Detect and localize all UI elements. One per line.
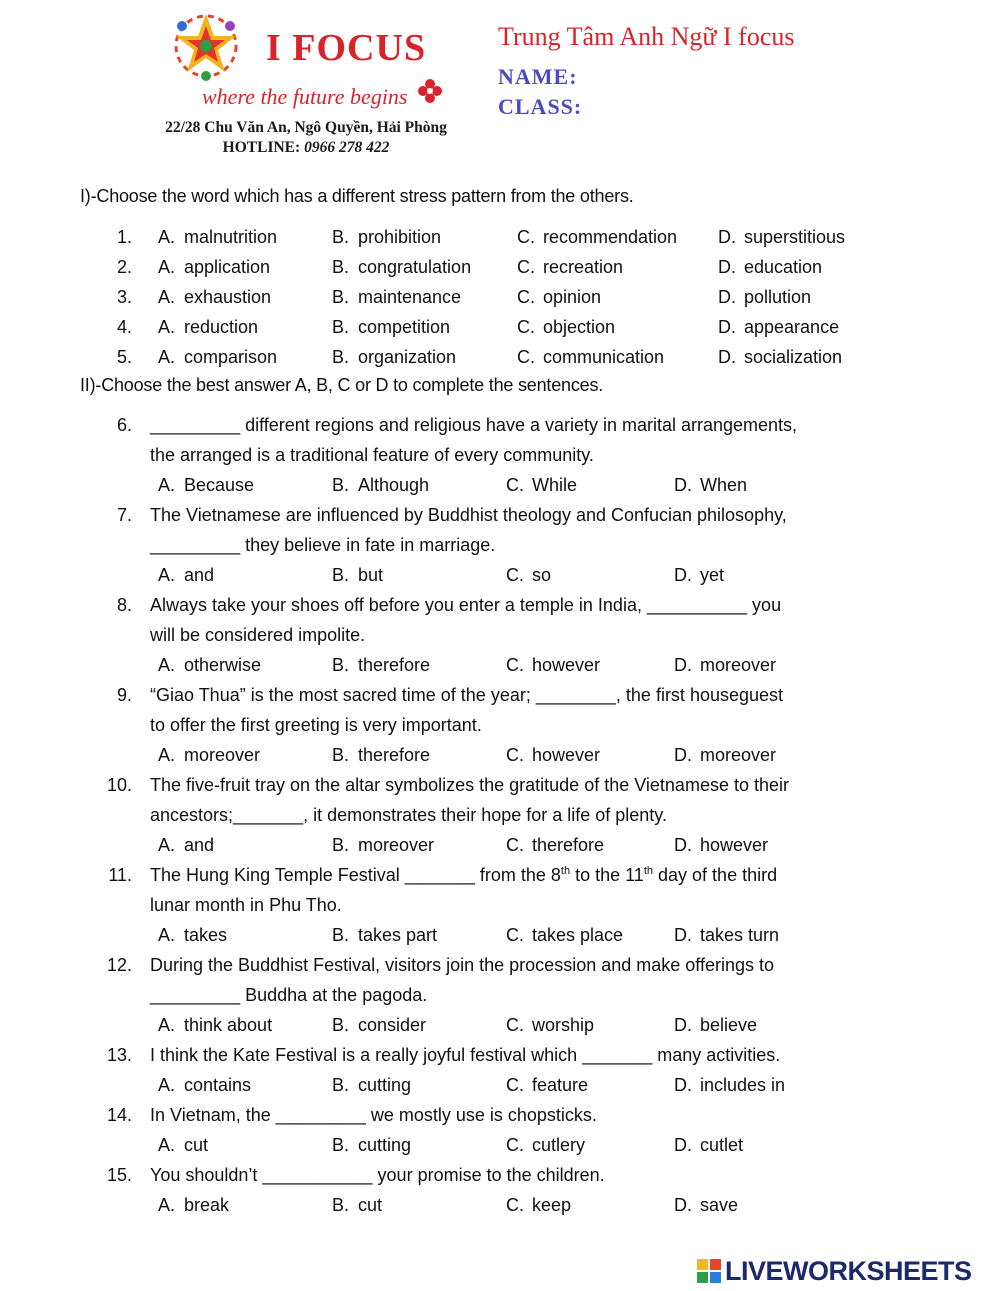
answer-option[interactable] bbox=[674, 1190, 738, 1220]
answer-option[interactable] bbox=[506, 1130, 585, 1160]
answer-option[interactable] bbox=[517, 222, 677, 252]
option-letter: A. bbox=[158, 287, 176, 307]
option-letter: A. bbox=[158, 835, 176, 855]
answer-option[interactable] bbox=[506, 650, 600, 680]
question-number: 4. bbox=[116, 317, 132, 337]
option-letter: B. bbox=[332, 655, 350, 675]
option-letter: D. bbox=[674, 835, 692, 855]
question-text-line: _________ different regions and religious have a variety in marital arrangements, bbox=[150, 415, 798, 435]
option-letter: C. bbox=[506, 835, 524, 855]
option-text: opinion bbox=[543, 287, 602, 307]
question-text-line: _________ they believe in fate in marriage. bbox=[150, 535, 496, 555]
option-text: reduction bbox=[184, 317, 259, 337]
option-letter: C. bbox=[506, 475, 524, 495]
option-text: moreover bbox=[184, 745, 261, 765]
question-number: 15. bbox=[106, 1165, 132, 1185]
option-letter: D. bbox=[718, 347, 736, 367]
answer-option[interactable] bbox=[332, 1070, 411, 1100]
class-label: CLASS: bbox=[498, 94, 583, 119]
option-letter: D. bbox=[674, 475, 692, 495]
question-text-segment: day of the third bbox=[653, 865, 778, 885]
option-letter: A. bbox=[158, 565, 176, 585]
answer-option[interactable] bbox=[506, 740, 600, 770]
option-text: therefore bbox=[358, 745, 431, 765]
option-text: includes in bbox=[700, 1075, 786, 1095]
answer-option[interactable] bbox=[506, 470, 577, 500]
option-text: malnutrition bbox=[184, 227, 278, 247]
ordinal-suffix: th bbox=[560, 865, 571, 877]
option-text: worship bbox=[532, 1015, 595, 1035]
answer-option[interactable] bbox=[158, 830, 214, 860]
answer-options-row bbox=[0, 1130, 1000, 1160]
option-text: therefore bbox=[358, 655, 431, 675]
option-text: prohibition bbox=[358, 227, 442, 247]
option-text: however bbox=[700, 835, 769, 855]
question-text-line: Always take your shoes off before you enter a temple in India, __________ you bbox=[150, 595, 782, 615]
option-letter: C. bbox=[517, 227, 535, 247]
option-text: maintenance bbox=[358, 287, 462, 307]
answer-option[interactable] bbox=[506, 560, 551, 590]
question-text-line bbox=[150, 860, 777, 890]
answer-option[interactable] bbox=[158, 1190, 229, 1220]
option-letter: A. bbox=[158, 655, 176, 675]
question-text-line: the arranged is a traditional feature of every community. bbox=[150, 445, 594, 465]
option-letter: A. bbox=[158, 475, 176, 495]
question-text-line: will be considered impolite. bbox=[150, 625, 366, 645]
answer-option[interactable] bbox=[332, 1190, 382, 1220]
answer-option[interactable] bbox=[158, 222, 277, 252]
option-letter: C. bbox=[506, 745, 524, 765]
answer-option[interactable] bbox=[718, 312, 839, 342]
option-text: exhaustion bbox=[184, 287, 272, 307]
question-text-line: During the Buddhist Festival, visitors join the procession and make offerings to bbox=[150, 955, 774, 975]
answer-option[interactable] bbox=[674, 1070, 785, 1100]
option-text: break bbox=[184, 1195, 230, 1215]
option-text: so bbox=[532, 565, 552, 585]
answer-options-row bbox=[0, 1010, 1000, 1040]
answer-option[interactable] bbox=[506, 1070, 588, 1100]
answer-option[interactable] bbox=[718, 222, 845, 252]
option-text: comparison bbox=[184, 347, 278, 367]
option-letter: D. bbox=[674, 745, 692, 765]
option-text: believe bbox=[700, 1015, 758, 1035]
question-text-segment: The Hung King Temple Festival _______ from the 8 bbox=[150, 865, 561, 885]
hotline-number: 0966 278 422 bbox=[304, 139, 390, 156]
question-text-line: ancestors;_______, it demonstrates their hope for a life of plenty. bbox=[150, 805, 667, 825]
question-number: 13. bbox=[106, 1045, 132, 1065]
option-text: communication bbox=[543, 347, 665, 367]
answer-option[interactable] bbox=[674, 920, 779, 950]
option-letter: A. bbox=[158, 227, 176, 247]
option-text: moreover bbox=[700, 655, 777, 675]
question-number: 8. bbox=[116, 595, 132, 615]
option-text: cut bbox=[184, 1135, 209, 1155]
answer-option[interactable] bbox=[674, 560, 724, 590]
option-letter: D. bbox=[674, 565, 692, 585]
question-number: 6. bbox=[116, 415, 132, 435]
option-text: appearance bbox=[744, 317, 840, 337]
answer-options-row bbox=[0, 830, 1000, 860]
option-letter: D. bbox=[718, 287, 736, 307]
option-letter: C. bbox=[506, 1195, 524, 1215]
option-text: application bbox=[184, 257, 271, 277]
hotline-label: HOTLINE: bbox=[222, 139, 301, 156]
option-text: socialization bbox=[744, 347, 843, 367]
answer-options-row bbox=[0, 1070, 1000, 1100]
answer-option[interactable] bbox=[332, 312, 450, 342]
option-text: moreover bbox=[700, 745, 777, 765]
ordinal-suffix: th bbox=[643, 865, 654, 877]
answer-option[interactable] bbox=[332, 650, 430, 680]
option-letter: C. bbox=[506, 565, 524, 585]
option-text: pollution bbox=[744, 287, 812, 307]
answer-option[interactable] bbox=[158, 282, 271, 312]
answer-option[interactable] bbox=[332, 830, 434, 860]
answer-option[interactable] bbox=[332, 470, 429, 500]
option-text: cutting bbox=[358, 1075, 412, 1095]
option-letter: B. bbox=[332, 1195, 350, 1215]
answer-option[interactable] bbox=[517, 342, 664, 372]
option-letter: B. bbox=[332, 287, 350, 307]
answer-options-row bbox=[0, 920, 1000, 950]
option-letter: B. bbox=[332, 347, 350, 367]
answer-option[interactable] bbox=[158, 650, 261, 680]
question-text-line: _________ Buddha at the pagoda. bbox=[150, 985, 428, 1005]
question-number: 12. bbox=[106, 955, 132, 975]
answer-option[interactable] bbox=[718, 342, 842, 372]
option-text: objection bbox=[543, 317, 616, 337]
answer-option[interactable] bbox=[506, 920, 623, 950]
option-letter: A. bbox=[158, 1075, 176, 1095]
option-text: Although bbox=[358, 475, 430, 495]
option-text: superstitious bbox=[744, 227, 846, 247]
option-text: therefore bbox=[532, 835, 605, 855]
option-text: cutlet bbox=[700, 1135, 744, 1155]
option-text: recreation bbox=[543, 257, 624, 277]
answer-option[interactable] bbox=[158, 1010, 272, 1040]
question-text-line: I think the Kate Festival is a really joyful festival which _______ many activities. bbox=[150, 1045, 781, 1065]
option-letter: B. bbox=[332, 1075, 350, 1095]
option-letter: D. bbox=[674, 925, 692, 945]
option-text: and bbox=[184, 835, 215, 855]
liveworksheets-wordmark: LIVEWORKSHEETS bbox=[725, 1256, 972, 1286]
answer-option[interactable] bbox=[158, 1070, 251, 1100]
option-letter: A. bbox=[158, 1135, 176, 1155]
stress-question-row bbox=[0, 222, 1000, 252]
option-letter: A. bbox=[158, 347, 176, 367]
question-number: 1. bbox=[116, 227, 132, 247]
option-text: however bbox=[532, 655, 601, 675]
option-letter: A. bbox=[158, 257, 176, 277]
answer-options-row bbox=[0, 560, 1000, 590]
option-letter: D. bbox=[674, 655, 692, 675]
option-text: recommendation bbox=[543, 227, 678, 247]
answer-option[interactable] bbox=[158, 920, 227, 950]
answer-option[interactable] bbox=[158, 470, 254, 500]
option-text: save bbox=[700, 1195, 739, 1215]
option-letter: B. bbox=[332, 835, 350, 855]
option-text: organization bbox=[358, 347, 457, 367]
answer-option[interactable] bbox=[674, 650, 776, 680]
option-letter: C. bbox=[506, 1075, 524, 1095]
option-letter: C. bbox=[506, 1135, 524, 1155]
question-number: 10. bbox=[106, 775, 132, 795]
question-text-line: The five-fruit tray on the altar symbolizes the gratitude of the Vietnamese to their bbox=[150, 775, 789, 795]
answer-option[interactable] bbox=[332, 560, 383, 590]
option-letter: B. bbox=[332, 475, 350, 495]
option-text: however bbox=[532, 745, 601, 765]
answer-options-row bbox=[0, 740, 1000, 770]
option-letter: D. bbox=[718, 317, 736, 337]
question-number: 14. bbox=[106, 1105, 132, 1125]
option-letter: C. bbox=[517, 257, 535, 277]
section-1-title: I)-Choose the word which has a different stress pattern from the others. bbox=[80, 186, 634, 206]
answer-option[interactable] bbox=[674, 470, 747, 500]
option-letter: C. bbox=[517, 287, 535, 307]
option-text: otherwise bbox=[184, 655, 262, 675]
option-letter: B. bbox=[332, 745, 350, 765]
answer-option[interactable] bbox=[517, 282, 601, 312]
option-letter: D. bbox=[674, 1135, 692, 1155]
question-number: 3. bbox=[116, 287, 132, 307]
option-letter: A. bbox=[158, 1015, 176, 1035]
option-text: but bbox=[358, 565, 384, 585]
answer-option[interactable] bbox=[158, 1130, 208, 1160]
option-text: competition bbox=[358, 317, 451, 337]
option-letter: B. bbox=[332, 565, 350, 585]
option-text: yet bbox=[700, 565, 725, 585]
answer-option[interactable] bbox=[332, 252, 471, 282]
option-text: moreover bbox=[358, 835, 435, 855]
answer-option[interactable] bbox=[332, 342, 456, 372]
option-text: contains bbox=[184, 1075, 252, 1095]
option-letter: D. bbox=[674, 1195, 692, 1215]
answer-option[interactable] bbox=[674, 830, 768, 860]
option-letter: A. bbox=[158, 317, 176, 337]
answer-option[interactable] bbox=[517, 252, 623, 282]
option-letter: B. bbox=[332, 317, 350, 337]
slogan: where the future begins bbox=[202, 84, 408, 109]
answer-option[interactable] bbox=[718, 282, 811, 312]
stress-question-row bbox=[0, 252, 1000, 282]
answer-option[interactable] bbox=[506, 1010, 594, 1040]
option-text: cutlery bbox=[532, 1135, 586, 1155]
answer-option[interactable] bbox=[674, 1010, 757, 1040]
option-text: cut bbox=[358, 1195, 383, 1215]
option-letter: C. bbox=[506, 925, 524, 945]
option-text: takes place bbox=[532, 925, 624, 945]
answer-option[interactable] bbox=[332, 920, 437, 950]
option-letter: D. bbox=[718, 257, 736, 277]
option-letter: A. bbox=[158, 745, 176, 765]
option-letter: B. bbox=[332, 1135, 350, 1155]
answer-option[interactable] bbox=[332, 222, 441, 252]
question-text-line: The Vietnamese are influenced by Buddhist theology and Confucian philosophy, bbox=[150, 505, 787, 525]
answer-option[interactable] bbox=[506, 830, 604, 860]
option-letter: B. bbox=[332, 1015, 350, 1035]
flower-icon bbox=[417, 78, 443, 104]
option-letter: D. bbox=[674, 1075, 692, 1095]
option-letter: C. bbox=[517, 317, 535, 337]
option-letter: D. bbox=[718, 227, 736, 247]
option-letter: C. bbox=[506, 1015, 524, 1035]
option-letter: B. bbox=[332, 227, 350, 247]
question-number: 5. bbox=[116, 347, 132, 367]
question-number: 7. bbox=[116, 505, 132, 525]
brand-name: I FOCUS bbox=[266, 27, 427, 69]
option-text: education bbox=[744, 257, 823, 277]
option-letter: D. bbox=[674, 1015, 692, 1035]
answer-option[interactable] bbox=[332, 740, 430, 770]
question-text-line: In Vietnam, the _________ we mostly use is chopsticks. bbox=[150, 1105, 597, 1125]
center-name: Trung Tâm Anh Ngữ I focus bbox=[498, 22, 795, 51]
option-text: and bbox=[184, 565, 215, 585]
liveworksheets-logo bbox=[697, 1255, 997, 1287]
question-text-line: You shouldn’t ___________ your promise to the children. bbox=[150, 1165, 605, 1185]
worksheet-header bbox=[0, 0, 1000, 170]
option-text: While bbox=[532, 475, 578, 495]
answer-option[interactable] bbox=[517, 312, 615, 342]
question-number: 2. bbox=[116, 257, 132, 277]
answer-option[interactable] bbox=[158, 312, 258, 342]
address-line: 22/28 Chu Văn An, Ngô Quyền, Hải Phòng bbox=[165, 119, 447, 136]
option-text: feature bbox=[532, 1075, 589, 1095]
option-letter: A. bbox=[158, 925, 176, 945]
option-text: When bbox=[700, 475, 748, 495]
option-letter: B. bbox=[332, 925, 350, 945]
answer-option[interactable] bbox=[332, 1010, 426, 1040]
option-text: takes bbox=[184, 925, 228, 945]
option-text: keep bbox=[532, 1195, 572, 1215]
question-number: 11. bbox=[108, 865, 132, 885]
answer-options-row bbox=[0, 470, 1000, 500]
stress-question-row bbox=[0, 282, 1000, 312]
answer-option[interactable] bbox=[332, 282, 461, 312]
answer-option[interactable] bbox=[158, 342, 277, 372]
option-text: think about bbox=[184, 1015, 273, 1035]
name-label: NAME: bbox=[498, 64, 578, 89]
hotline-line bbox=[128, 138, 484, 158]
center-address-block bbox=[128, 118, 484, 158]
question-text-line: to offer the first greeting is very important. bbox=[150, 715, 482, 735]
option-text: takes part bbox=[358, 925, 438, 945]
answer-option[interactable] bbox=[332, 1130, 411, 1160]
answer-options-row bbox=[0, 650, 1000, 680]
option-letter: C. bbox=[506, 655, 524, 675]
answer-option[interactable] bbox=[158, 740, 260, 770]
answer-option[interactable] bbox=[674, 1130, 743, 1160]
answer-options-row bbox=[0, 1190, 1000, 1220]
colorful-star-logo-icon bbox=[170, 10, 242, 82]
option-letter: B. bbox=[332, 257, 350, 277]
section-2-title: II)-Choose the best answer A, B, C or D to complete the sentences. bbox=[80, 375, 604, 395]
option-text: takes turn bbox=[700, 925, 780, 945]
answer-option[interactable] bbox=[158, 252, 270, 282]
answer-option[interactable] bbox=[158, 560, 214, 590]
option-letter: A. bbox=[158, 1195, 176, 1215]
answer-option[interactable] bbox=[506, 1190, 571, 1220]
question-text-line: “Giao Thua” is the most sacred time of the year; ________, the first houseguest bbox=[150, 685, 784, 705]
option-text: Because bbox=[184, 475, 255, 495]
question-number: 9. bbox=[116, 685, 132, 705]
question-text-line: lunar month in Phu Tho. bbox=[150, 895, 342, 915]
stress-question-row bbox=[0, 312, 1000, 342]
stress-question-row bbox=[0, 342, 1000, 372]
question-text-segment: to the 11 bbox=[570, 865, 644, 885]
option-text: consider bbox=[358, 1015, 427, 1035]
answer-option[interactable] bbox=[674, 740, 776, 770]
answer-option[interactable] bbox=[718, 252, 822, 282]
option-text: congratulation bbox=[358, 257, 472, 277]
option-letter: C. bbox=[517, 347, 535, 367]
liveworksheets-icon bbox=[697, 1259, 721, 1283]
option-text: cutting bbox=[358, 1135, 412, 1155]
